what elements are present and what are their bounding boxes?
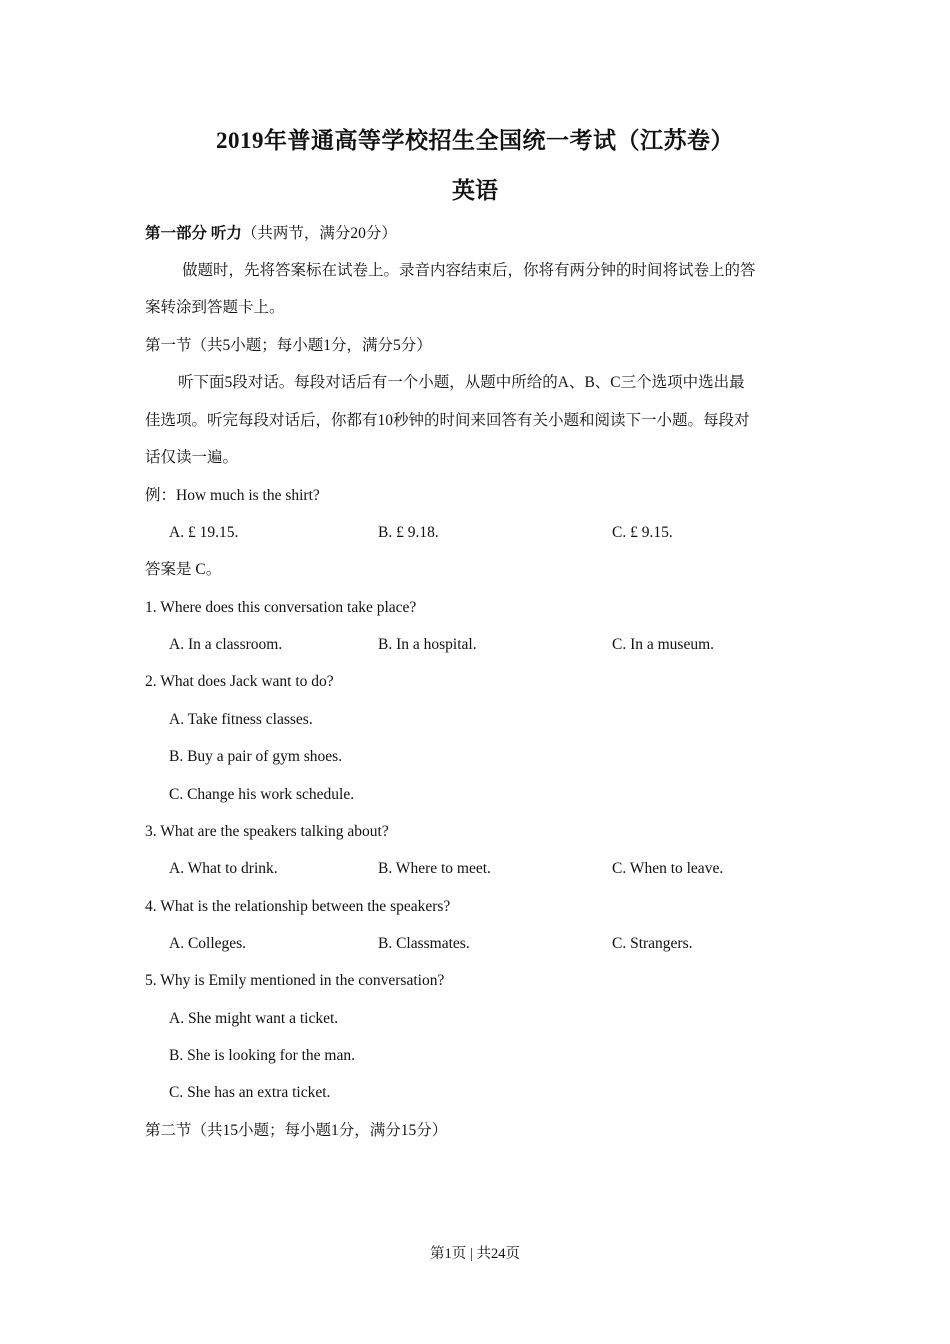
example-option-c: C. £ 9.15. <box>612 524 673 541</box>
page-title: 2019年普通高等学校招生全国统一考试（江苏卷） <box>216 128 734 153</box>
example-answer: 答案是 C。 <box>145 561 222 578</box>
example-option-b: B. £ 9.18. <box>378 524 439 541</box>
question-1: 1. Where does this conversation take place? <box>145 599 417 616</box>
question-1-option-b: B. In a hospital. <box>378 636 477 653</box>
part1-heading-rest: （共两节，满分20分） <box>241 225 397 242</box>
section1-intro-line1: 听下面5段对话。每段对话后有一个小题，从题中所给的A、B、C三个选项中选出最 <box>178 374 745 391</box>
subject-title: 英语 <box>452 178 498 203</box>
question-2-option-c: C. Change his work schedule. <box>169 786 355 803</box>
question-3: 3. What are the speakers talking about? <box>145 823 389 840</box>
question-1-option-a: A. In a classroom. <box>169 636 283 653</box>
section1-intro-line2: 佳选项。听完每段对话后，你都有10秒钟的时间来回答有关小题和阅读下一小题。每段对 <box>145 412 750 429</box>
section1-intro-line3: 话仅读一遍。 <box>145 449 239 466</box>
question-3-option-c: C. When to leave. <box>612 860 724 877</box>
part1-instructions-line1: 做题时，先将答案标在试卷上。录音内容结束后，你将有两分钟的时间将试卷上的答 <box>182 262 756 279</box>
example-option-a: A. £ 19.15. <box>169 524 239 541</box>
question-4-option-b: B. Classmates. <box>378 935 470 952</box>
question-3-option-b: B. Where to meet. <box>378 860 491 877</box>
part1-instructions-line2: 案转涂到答题卡上。 <box>145 299 285 316</box>
question-1-option-c: C. In a museum. <box>612 636 715 653</box>
section2-heading: 第二节（共15小题；每小题1分，满分15分） <box>145 1122 448 1139</box>
question-4-option-c: C. Strangers. <box>612 935 693 952</box>
question-4-option-a: A. Colleges. <box>169 935 247 952</box>
question-3-option-a: A. What to drink. <box>169 860 278 877</box>
question-5-option-a: A. She might want a ticket. <box>169 1010 339 1027</box>
section1-heading: 第一节（共5小题；每小题1分，满分5分） <box>145 337 432 354</box>
page-footer: 第1页 | 共24页 <box>430 1246 520 1262</box>
question-2-option-b: B. Buy a pair of gym shoes. <box>169 748 343 765</box>
question-4: 4. What is the relationship between the speakers? <box>145 898 451 915</box>
part1-heading-bold: 第一部分 听力 <box>145 225 242 242</box>
example-question: 例：How much is the shirt? <box>145 487 320 504</box>
question-5-option-c: C. She has an extra ticket. <box>169 1084 331 1101</box>
question-5: 5. Why is Emily mentioned in the conversation? <box>145 972 445 989</box>
question-2-option-a: A. Take fitness classes. <box>169 711 313 728</box>
question-5-option-b: B. She is looking for the man. <box>169 1047 355 1064</box>
question-2: 2. What does Jack want to do? <box>145 673 334 690</box>
part1-heading <box>145 222 805 246</box>
